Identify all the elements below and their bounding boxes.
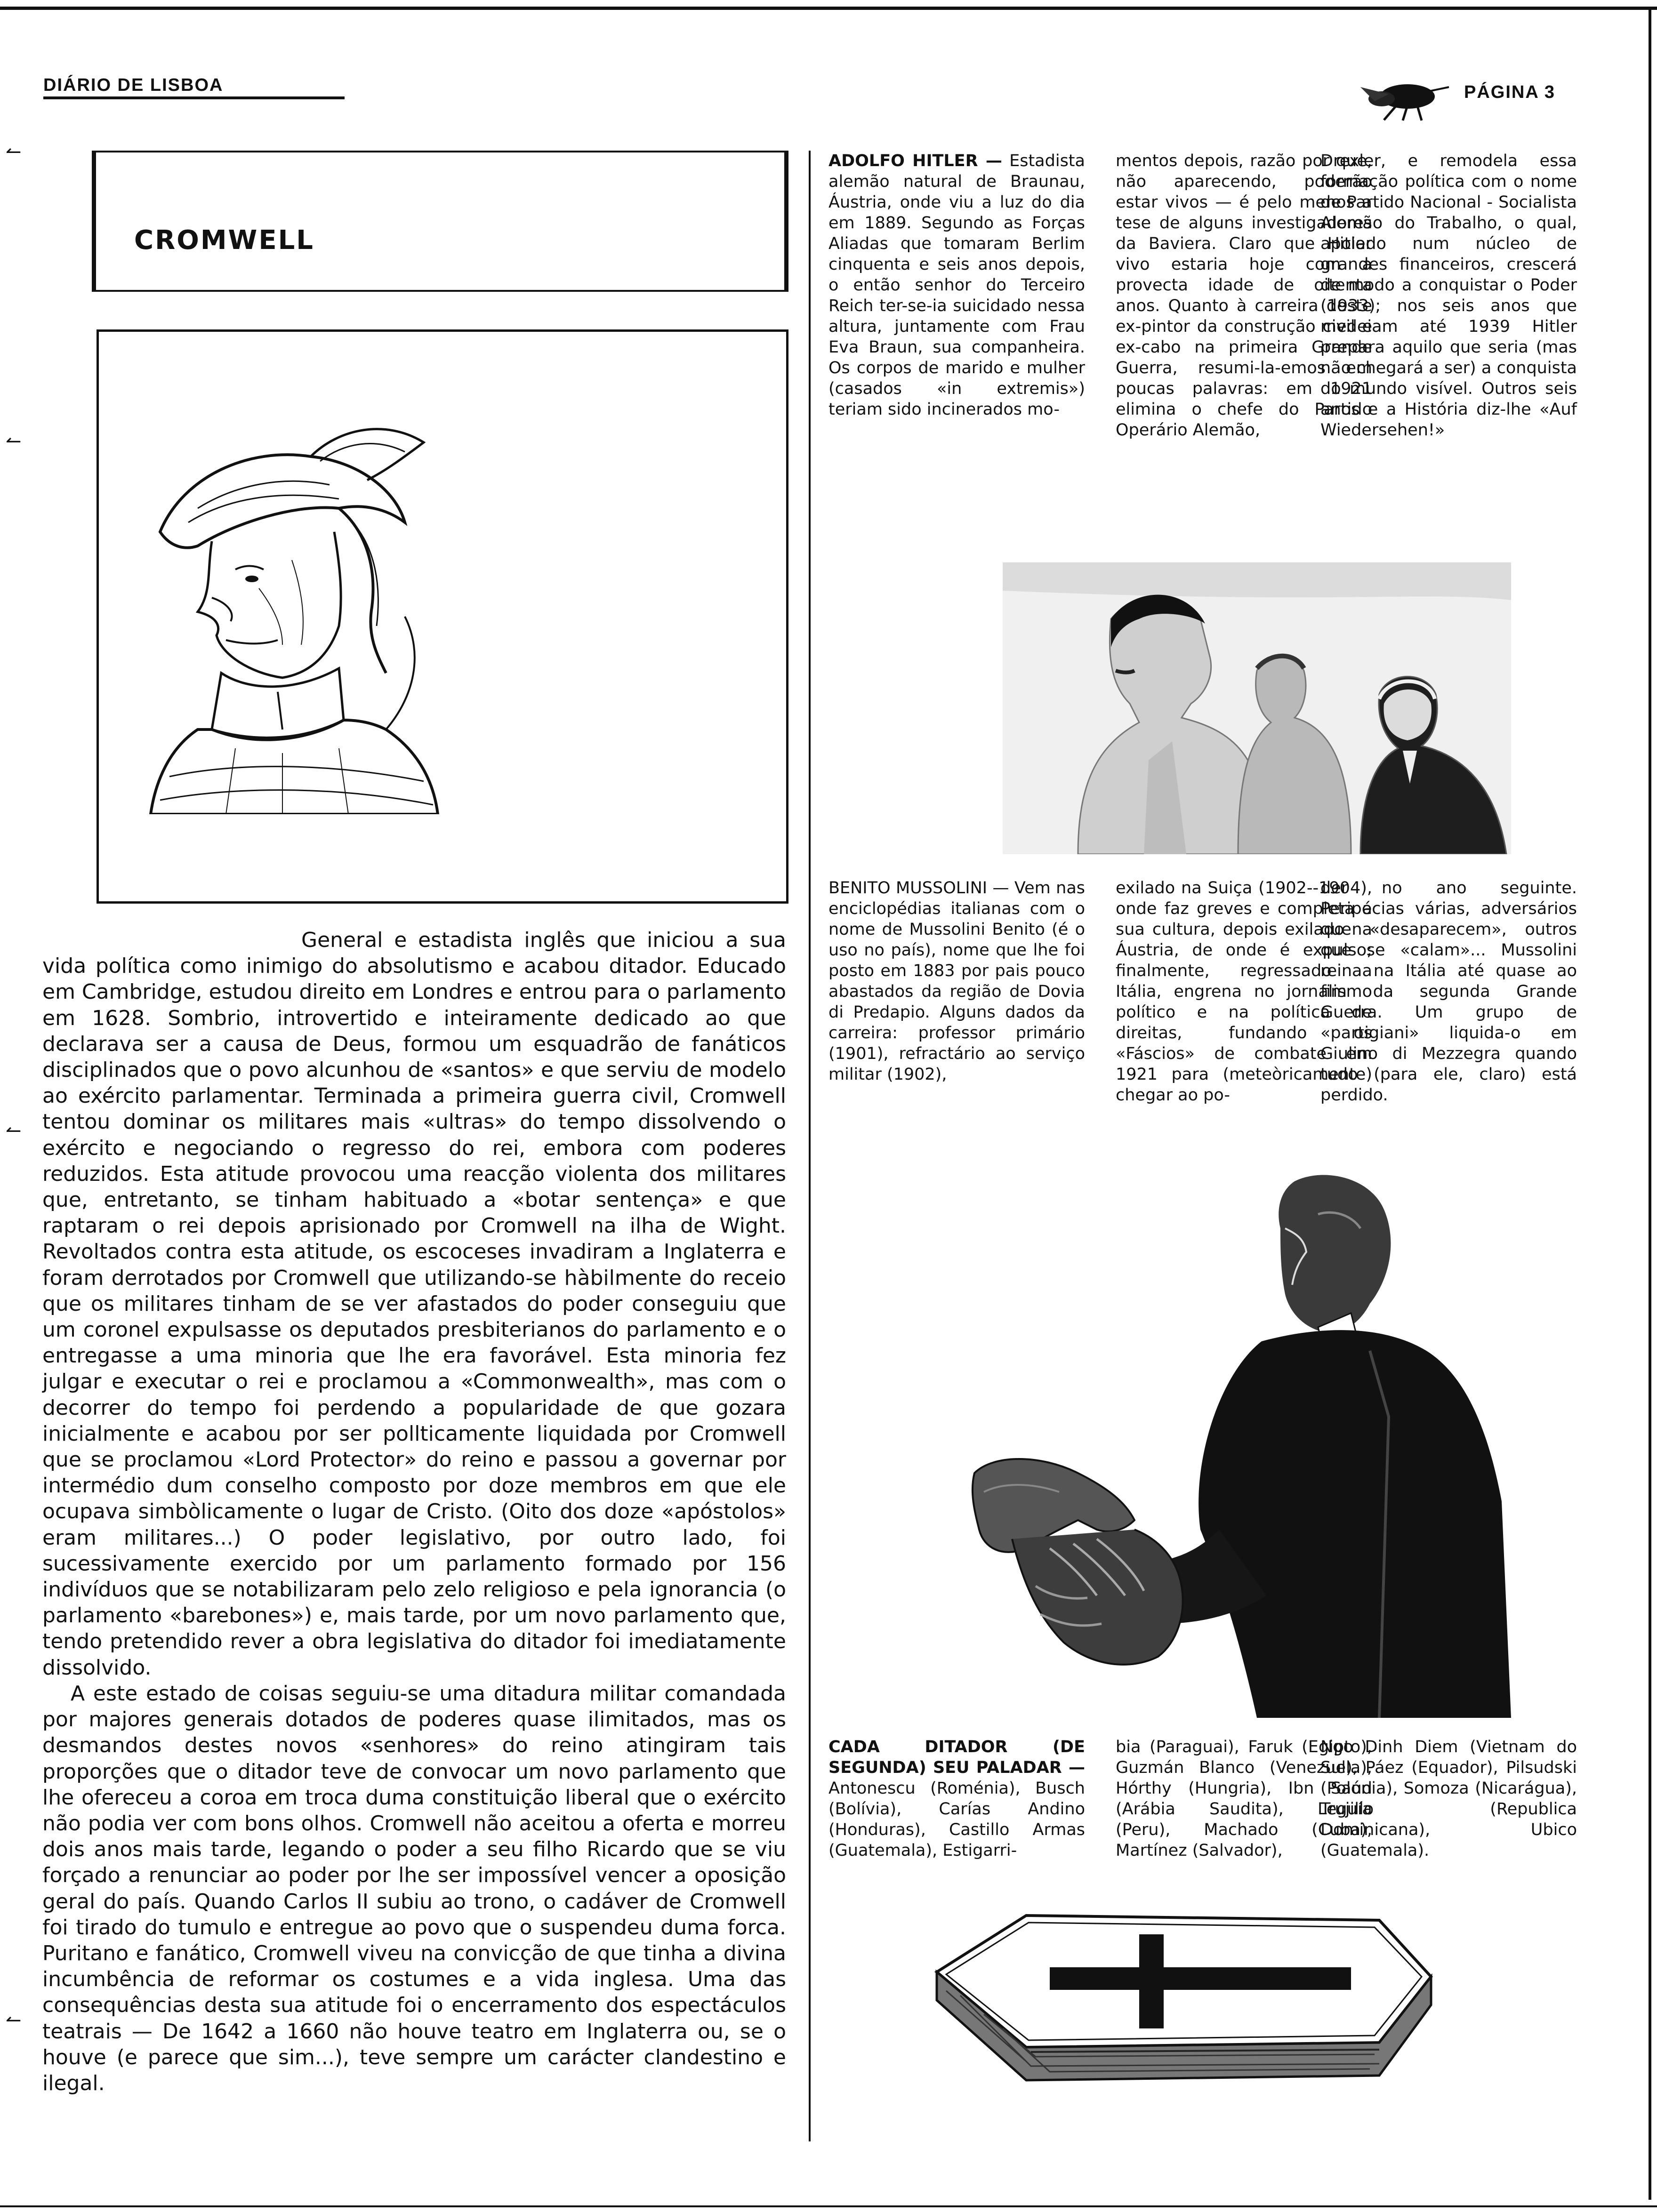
coffin-with-cross-icon [909,1901,1440,2123]
hitler-text-2: mentos depois, razão por que, não aparecendo, poderão estar vivos — é pelo menos a tese de alguns investigadores da Baviera. Claro que Hitler vivo estaria hoje com a provecta idade de oitenta anos. Quanto à carreira deste ex-pintor da construção civil e ex-cabo na primeira Grande Guerra, resumi-la-emos em poucas palavras: em 1921 elimina o chefe do Partido Operário Alemão, [1116,152,1372,440]
cromwell-paragraph-1: General e estadista inglês que iniciou a sua vida política como inimigo do absolutismo e acabou ditador. Educado em Cambridge, estudou direito em Londres e entrou para o parlamento em 1628. Sombrio, introvertido e inteiramente dedicado ao que declarava ser a causa de Deus, formou um esquadrão de fanáticos disciplinados que o povo alcunhou de «santos» e que serviu de modelo ao exército parlamentar. Terminada a primeira guerra civil, Cromwell tentou dominar os militares mais «ultras» do tempo dissolvendo o exército e negociando o regresso do rei, embora com poderes reduzidos. Esta atitude provocou uma reacção violenta dos militares que, entretanto, se tinham habituado a «botar sentença» e que raptaram o rei depois aprisionado por Cromwell na ilha de Wight. Revoltados contra esta atitude, os escoceses invadiram a Inglaterra e foram derrotados por Cromwell que utilizando-se hàbilmente do receio que os militares tinham de se ver afastados do poder conseguiu que um coronel expulsasse os deputados presbiterianos do parlamento e o entregasse a uma minoria que lhe era favorável. Esta minoria fez julgar e executar o rei e proclamou a «Commonwealth», mas com o decorrer do tempo foi perdendo a popularidade de que gozara inicialmente e acabou por ser pollticamente liquidada por Cromwell que se proclamou «Lord Protector» do reino e passou a governar por intermédio dum conselho composto por doze membros em que ele ocupava simbòlicamente o lugar de Cristo. (Oito dos doze «apóstolos» eram militares...) O poder legislativo, por outro lado, foi sucessivamente exercido por um parlamento formado por 156 indivíduos que se notabilizaram pelo zelo religioso e pela ignorancia (o parlamento «barebones») e, mais tarde, por um novo parlamento que, tendo pretendido rever a obra legislativa do ditador foi imediatamente dissolvido. [42,928,786,1680]
mussolini-lead: BENITO MUSSOLINI — [828,879,1009,898]
column-divider [809,151,811,2141]
dictators-column-1 [828,1737,1085,1861]
hitler-lead: ADOLFO HITLER — [828,152,1002,170]
cromwell-paragraph-2: A este estado de coisas seguiu-se uma ditadura militar comandada por majores generais dotados de poderes quase ilimitados, mas os desmandos destes novos «senhores» do reino atingiram tais proporções que o ditador teve de convocar um novo parlamento que lhe ofereceu a coroa em troca duma constituição liberal que o exército não podia ver com bons olhos. Cromwell não aceitou a oferta e morreu dois anos mais tarde, legando o poder a seu filho Ricardo que se viu forçado a renunciar ao poder por lhe ser impossível vencer a oposição geral do país. Quando Carlos II subiu ao trono, o cadáver de Cromwell foi tirado do tumulo e entregue ao povo que o suspendeu duma forca. Puritano e fanático, Cromwell viveu na convicção de que tinha a divina incumbência de reformar os costumes e a vida inglesa. Uma das consequências desta sua atitude foi o encerramento dos espectáculos teatrais — De 1642 a 1660 não houve teatro em Inglaterra ou, se o houve (e parece que sim...), teve sempre um carácter clandestino e ilegal. [42,1681,786,2095]
hitler-group-photo [1003,562,1511,854]
cromwell-title: CROMWELL [134,225,314,256]
bottom-border [0,2205,1657,2207]
mussolini-column-1 [828,878,1085,1085]
dictators-text-3: Ngo Dinh Diem (Vietnam do Sul), Páez (Equador), Pilsudski (Polónia), Somoza (Nicarágua), Trujillo (Republica Dominicana), Ubico (Guatemala). [1320,1738,1577,1860]
margin-mark: ↼ [6,141,22,163]
dictators-lead: CADA DITADOR (DE SEGUNDA) SEU PALADAR — [828,1738,1085,1777]
cromwell-article [42,927,786,2096]
page-label: PÁGINA 3 [1464,82,1556,102]
hitler-column-3 [1320,151,1577,441]
mussolini-text-2: exilado na Suiça (1902--1904), onde faz greves e completa a sua cultura, depois exilado na Áustria, de onde é expulso; finalmente, regressado a Itália, engrena no jornalismo político e na política de direitas, fundando os «Fáscios» de combate em 1921 para (meteòricamente) chegar ao po- [1116,879,1372,1105]
cromwell-title-box [92,151,788,292]
top-border [0,7,1657,10]
dictator-hands-photo [956,1172,1511,1718]
hitler-text-3: Drexler, e remodela essa formação política com o nome de Partido Nacional - Socialista Alemão do Trabalho, o qual, apoiado num núcleo de grandes financeiros, crescerá de modo a conquistar o Poder (1933); nos seis anos que medeiam até 1939 Hitler prepara aquilo que seria (mas não chegará a ser) a conquista do mundo visível. Outros seis anos e a História diz-lhe «Auf Wiedersehen!» [1320,152,1577,440]
mussolini-column-3 [1320,878,1577,1106]
margin-mark: ↼ [6,431,22,452]
dictators-column-3 [1320,1737,1577,1861]
hitler-text-1: Estadista alemão natural de Braunau, Áustria, onde viu a luz do dia em 1889. Segundo as Forças Aliadas que tomaram Berlim cinquenta e seis anos depois, o então senhor do Terceiro Reich ter-se-ia suicidado nessa altura, juntamente com Frau Eva Braun, sua companheira. Os corpos de marido e mulher (casados «in extremis») teriam sido incinerados mo- [828,152,1085,419]
header-underline [43,96,345,99]
dictators-text-1: Antonescu (Roménia), Busch (Bolívia), Carías Andino (Honduras), Castillo Armas (Guatemala), Estigarri- [828,1779,1085,1860]
right-border [1649,7,1651,2200]
hitler-column-1 [828,151,1085,420]
cromwell-portrait-icon [141,391,442,814]
mussolini-text-3: der no ano seguinte. Peripécias várias, adversários que «desaparecem», outros que se «calam»... Mussolini reina na Itália até quase ao fim da segunda Grande Guerra. Um grupo de «partigiani» liquida-o em Giulino di Mezzegra quando tudo (para ele, claro) está perdido. [1320,879,1577,1105]
newspaper-name: DIÁRIO DE LISBOA [43,75,224,95]
mussolini-text-1: Vem nas enciclopédias italianas com o nome de Mussolini Benito (é o uso no país), nome que lhe foi posto em 1883 por pais pouco abastados da região de Dovia di Predapio. Alguns dados da carreira: professor primário (1901), refractário ao serviço militar (1902), [828,879,1086,1084]
dictators-text-2: bia (Paraguai), Faruk (Egipto), Guzmán Blanco (Venezuela), Hórthy (Hungria), Ibn Saud (Arábia Saudita), Leguía (Peru), Machado (Cuba), Martínez (Salvador), [1116,1738,1372,1860]
margin-mark: ↼ [6,1120,22,1142]
margin-mark: ↼ [6,2010,22,2031]
fly-icon [1356,75,1450,122]
